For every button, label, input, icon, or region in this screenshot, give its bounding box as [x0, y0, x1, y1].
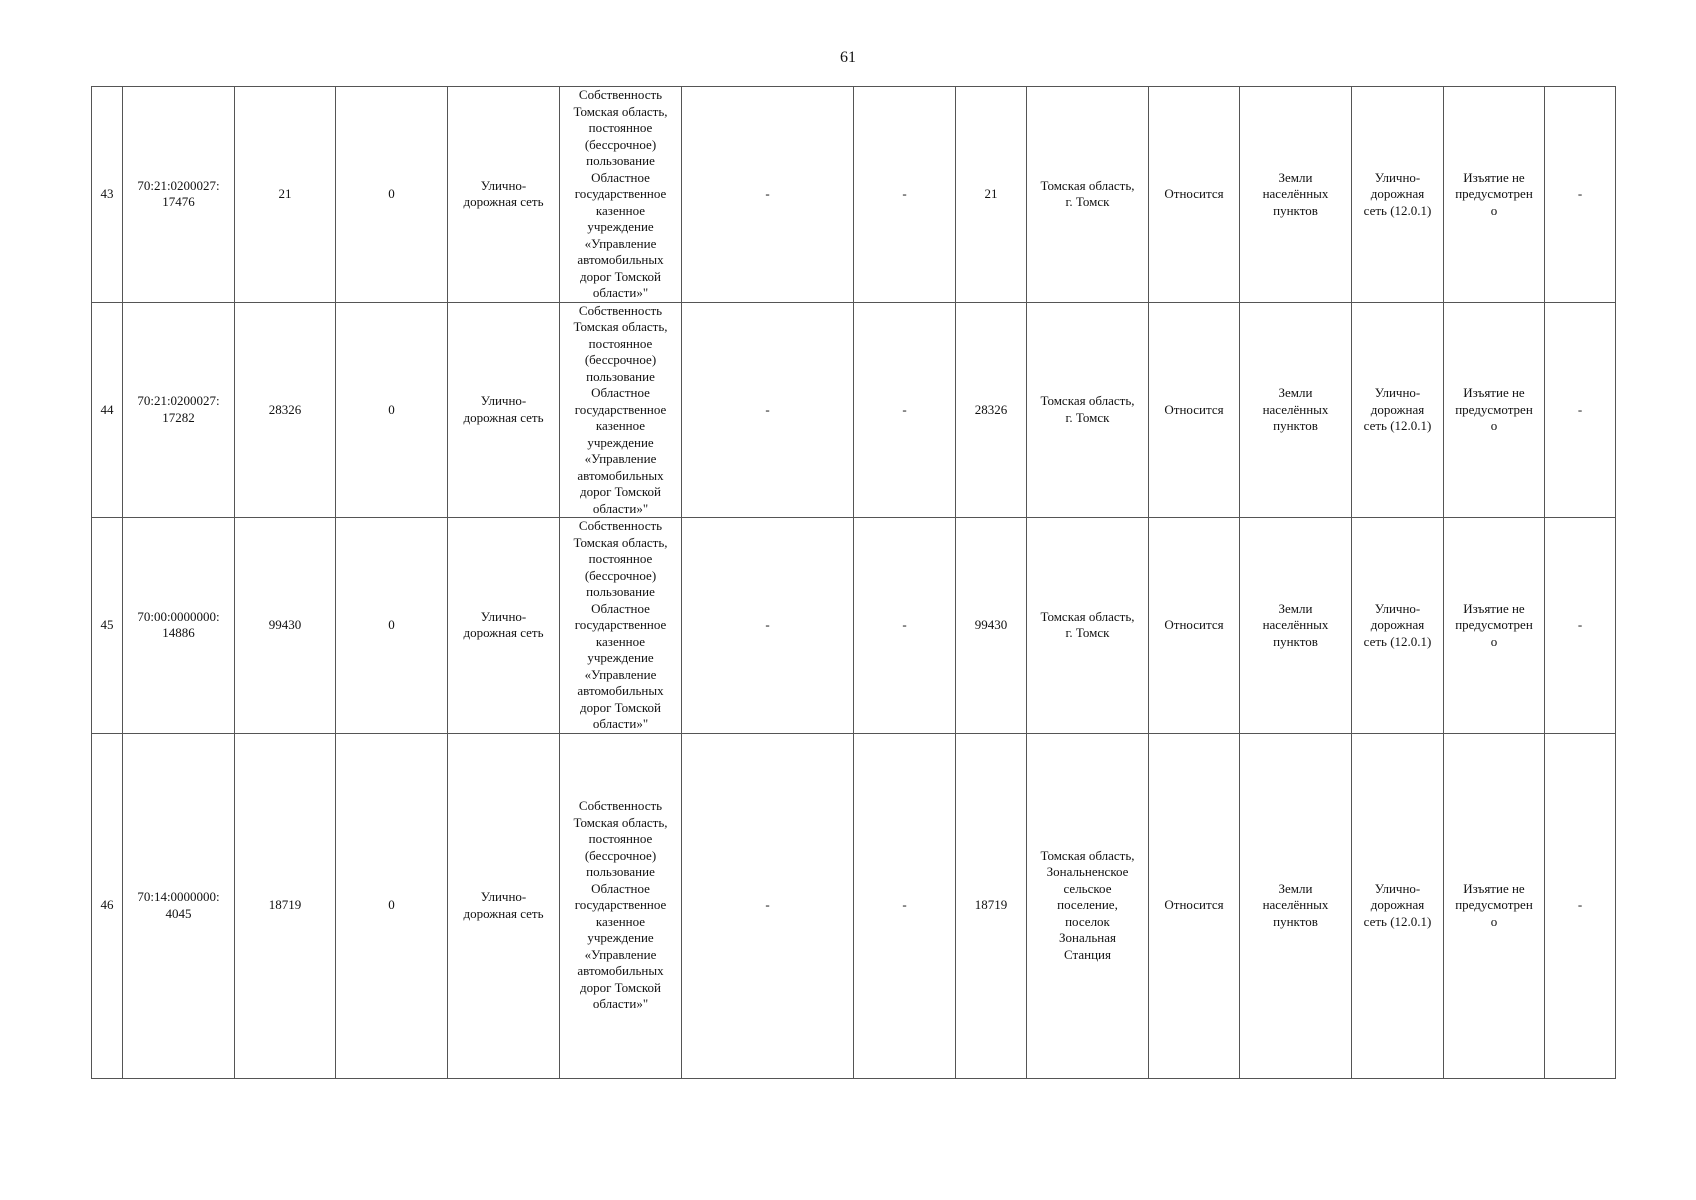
dash-cell: -: [682, 733, 854, 1078]
ownership-cell: Собственность Томская область, постоянное (бессрочное) пользование Областное государственное казенное учреждение «Управление автомобильных дорог Томской области»": [560, 302, 682, 518]
seizure-cell: Изъятие не предусмотрен о: [1444, 733, 1545, 1078]
table-row: [92, 302, 1616, 518]
relation-cell: Относится: [1149, 87, 1240, 303]
cadastral-number-cell: 70:00:0000000: 14886: [123, 518, 235, 734]
value-cell: 0: [336, 733, 448, 1078]
total-area-cell: 21: [956, 87, 1027, 303]
purpose-cell: Улично- дорожная сеть: [448, 733, 560, 1078]
total-area-cell: 99430: [956, 518, 1027, 734]
value-cell: 0: [336, 87, 448, 303]
land-category-cell: Земли населённых пунктов: [1240, 87, 1352, 303]
dash-cell: -: [682, 518, 854, 734]
dash-cell: -: [854, 87, 956, 303]
table-row: [92, 733, 1616, 1078]
seizure-cell: Изъятие не предусмотрен о: [1444, 302, 1545, 518]
address-cell: Томская область, г. Томск: [1027, 302, 1149, 518]
dash-cell: -: [682, 87, 854, 303]
table-row: [92, 518, 1616, 734]
note-cell: -: [1545, 87, 1616, 303]
permitted-use-cell: Улично- дорожная сеть (12.0.1): [1352, 733, 1444, 1078]
row-number-cell: 43: [92, 87, 123, 303]
cadastral-number-cell: 70:21:0200027: 17476: [123, 87, 235, 303]
value-cell: 0: [336, 302, 448, 518]
dash-cell: -: [682, 302, 854, 518]
land-category-cell: Земли населённых пунктов: [1240, 302, 1352, 518]
page-number: 61: [840, 49, 856, 66]
area-cell: 18719: [235, 733, 336, 1078]
ownership-cell: Собственность Томская область, постоянное (бессрочное) пользование Областное государственное казенное учреждение «Управление автомобильных дорог Томской области»": [560, 87, 682, 303]
ownership-cell: Собственность Томская область, постоянное (бессрочное) пользование Областное государственное казенное учреждение «Управление автомобильных дорог Томской области»": [560, 733, 682, 1078]
relation-cell: Относится: [1149, 518, 1240, 734]
permitted-use-cell: Улично- дорожная сеть (12.0.1): [1352, 518, 1444, 734]
row-number-cell: 45: [92, 518, 123, 734]
ownership-cell: Собственность Томская область, постоянное (бессрочное) пользование Областное государственное казенное учреждение «Управление автомобильных дорог Томской области»": [560, 518, 682, 734]
area-cell: 99430: [235, 518, 336, 734]
note-cell: -: [1545, 518, 1616, 734]
address-cell: Томская область, Зональненское сельское поселение, поселок Зональная Станция: [1027, 733, 1149, 1078]
seizure-cell: Изъятие не предусмотрен о: [1444, 87, 1545, 303]
land-category-cell: Земли населённых пунктов: [1240, 518, 1352, 734]
permitted-use-cell: Улично- дорожная сеть (12.0.1): [1352, 302, 1444, 518]
row-number-cell: 44: [92, 302, 123, 518]
dash-cell: -: [854, 302, 956, 518]
note-cell: -: [1545, 733, 1616, 1078]
cadastral-number-cell: 70:14:0000000: 4045: [123, 733, 235, 1078]
dash-cell: -: [854, 518, 956, 734]
land-plots-table: [91, 86, 1616, 1079]
address-cell: Томская область, г. Томск: [1027, 87, 1149, 303]
note-cell: -: [1545, 302, 1616, 518]
row-number-cell: 46: [92, 733, 123, 1078]
total-area-cell: 18719: [956, 733, 1027, 1078]
seizure-cell: Изъятие не предусмотрен о: [1444, 518, 1545, 734]
area-cell: 21: [235, 87, 336, 303]
cadastral-number-cell: 70:21:0200027: 17282: [123, 302, 235, 518]
permitted-use-cell: Улично- дорожная сеть (12.0.1): [1352, 87, 1444, 303]
dash-cell: -: [854, 733, 956, 1078]
value-cell: 0: [336, 518, 448, 734]
relation-cell: Относится: [1149, 733, 1240, 1078]
purpose-cell: Улично- дорожная сеть: [448, 302, 560, 518]
relation-cell: Относится: [1149, 302, 1240, 518]
table-row: [92, 87, 1616, 303]
address-cell: Томская область, г. Томск: [1027, 518, 1149, 734]
purpose-cell: Улично- дорожная сеть: [448, 87, 560, 303]
land-category-cell: Земли населённых пунктов: [1240, 733, 1352, 1078]
total-area-cell: 28326: [956, 302, 1027, 518]
area-cell: 28326: [235, 302, 336, 518]
purpose-cell: Улично- дорожная сеть: [448, 518, 560, 734]
table-body: [92, 87, 1616, 1079]
